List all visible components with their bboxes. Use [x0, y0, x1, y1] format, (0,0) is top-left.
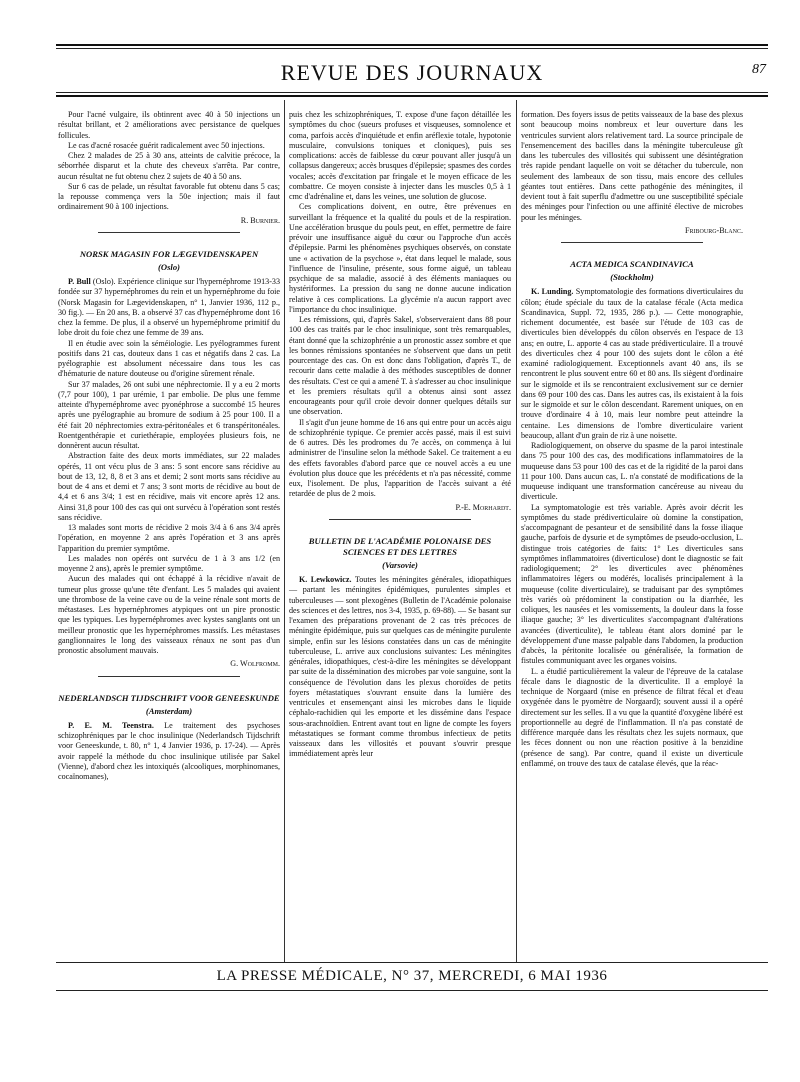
article-abstract	[58, 277, 280, 339]
top-rule-thin	[56, 48, 768, 49]
column-divider	[284, 100, 285, 962]
journal-city: (Stockholm)	[610, 272, 654, 282]
paragraph: Les rémissions, qui, d'après Sakel, s'observeraient dans 88 pour 100 des cas traités par le choc insulinique, sont très remarquables, étant donné que la schizophrénie a un pronostic assez sombre et que les bonnes rémissions spontanées ne s'observent que dans un petit pourcentage des cas. On est donc dans l'obligation, d'après T., de recourir dans cette maladie à des méthodes susceptibles de donner des résultats. C'est ce qui a amené T. à s'adresser au choc insulinique et les premiers résultats qu'il a obtenus ainsi sont assez encourageants pour qu'il croie devoir donner quelques détails sur une observation.	[289, 315, 511, 417]
paragraph: formation. Des foyers issus de petits vaisseaux de la base des plexus sont beaucoup moins nombreux et leur ouverture dans les ventricules survient alors relativement tard. La source principale de l'ensemencement des bacilles dans la méningite tuberculeuse gît dans les tubercules des villosités qui subissent une désintégration très rapide pendant laquelle on voit se détacher du tubercule, non seulement des lambeaux de son tissu, mais encore des cellules géantes tout entières. Dans cette pathogénie des méningites, il devient tout à fait superflu d'admettre ou une susceptibilité spéciale des méninges pour l'infection ou une affinité élective de microbes pour les méninges.	[521, 110, 743, 222]
column-2	[289, 110, 511, 760]
article-author: P. Bull	[68, 277, 91, 286]
article-author: K. Lunding.	[531, 287, 574, 297]
column-divider	[516, 100, 517, 962]
footer-rule	[56, 990, 768, 991]
column-1	[58, 110, 280, 782]
journal-title: ACTA MEDICA SCANDINAVICA	[570, 259, 694, 269]
paragraph: puis chez les schizophréniques, T. expose d'une façon détaillée les symptômes du choc (sueurs profuses et visqueuses, somnolence et coma, parfois accès d'inquiétude et enfin aréflexie totale, hypotonie musculaire, convulsions toniques et cloniques), puis ses complications: accès de faiblesse du cœur pouvant aller jusqu'à un collapsus dangereux; accès brusques d'épilepsie; spasmes des cordes vocales; accès d'excitation par fringale et le moyen efficace de les combattre. Ce moyen consiste à injecter dans les muscles 0,5 à 1 cmc d'adrénaline et, dans les veines, une solution de glucose.	[289, 110, 511, 201]
journal-title: BULLETIN DE L'ACADÉMIE POLONAISE DES SCIENCES ET DES LETTRES	[308, 535, 492, 557]
top-rule	[56, 44, 768, 46]
masthead-title: REVUE DES JOURNAUX	[280, 60, 544, 85]
journal-city: (Oslo)	[158, 261, 180, 272]
paragraph: Les malades non opérés ont survécu de 1 à 3 ans 1/2 (en moyenne 2 ans), après le premier symptôme.	[58, 553, 280, 573]
section-divider	[329, 519, 471, 520]
article-abstract	[521, 287, 743, 441]
paragraph: Il s'agit d'un jeune homme de 16 ans qui entre pour un accès aigu de schizophrénie typique. Ce premier accès passé, mais il est suivi de 6 autres. Dès les prodromes du 7e accès, on commença à lui administrer de l'insuline selon la méthode Sakel. Ce traitement a eu des effets favorables d'abord parce que ce nouvel accès a eu une évolution plus douce que les précédents et n'a pas nécessité, comme eux, l'isolement. De plus, l'apparition de l'accès suivant a été retardée de plus de 2 mois.	[289, 417, 511, 499]
paragraph: Abstraction faite des deux morts immédiates, sur 22 malades opérés, 11 ont vécu plus de 3 ans: 5 sont encore sans récidive au bout de 13, 12, 8, 8 et 3 ans et demi; 2 sont morts sans récidive au bout de 4 ans et demi et 7 ans; 3 sont morts de récidive au bout de 4,4 et 6 ans 3/4; 1 est en récidive, mais vit encore après 12 ans. Ainsi 31,8 pour 100 des cas qui ont survécu à l'opération sont restés sans récidive.	[58, 451, 280, 522]
paragraph: Le cas d'acné rosacée guérit radicalement avec 50 injections.	[68, 140, 265, 150]
journal-city: (Varsovie)	[382, 559, 418, 570]
article-author: K. Lewkowicz.	[299, 575, 352, 584]
footer-text: LA PRESSE MÉDICALE, N° 37, MERCREDI, 6 MAI 1936	[216, 968, 608, 984]
header-rule-thick	[56, 95, 768, 97]
article-text: Le traitement des psychoses schizophréniques par le choc insulinique (Nederlandsch Tijdschrift voor Geneeskunde, t. 80, n° 1, 4 Janvier 1936, p. 17-24). — Après avoir rappelé la méthode du choc insulinique utilisée par Sakel (Vienne), d'abord chez les intoxiqués (alcooliques, morphinomanes, cocaïnomanes),	[58, 720, 280, 781]
article-text: (Oslo). Expérience clinique sur l'hypernéphrome 1913-33 fondée sur 37 hypernéphromes du rein et un hypernéphrome du foie (Norsk Magasin for Lægevidenskapen, n° 1, Janvier 1936, 112 p., 30 fig.). — En 20 ans, B. a observé 37 cas d'hypernéphrome dont 16 chez la femme. De plus, il a observé un hypernéphrome primitif du lobe droit du foie chez une femme de 39 ans.	[58, 277, 280, 338]
signature: Fribourg-Blanc.	[685, 225, 743, 235]
paragraph: 13 malades sont morts de récidive 2 mois 3/4 à 6 ans 3/4 après l'opération, en moyenne 2 ans après l'opération et 3 ans après l'apparition du premier symptôme.	[58, 523, 280, 553]
page-number: 87	[752, 62, 766, 77]
paragraph: Ces complications doivent, en outre, être prévenues en surveillant la fréquence et la qualité du pouls et de la respiration. Une accélération brusque du pouls peut, en effet, permettre de faire prévoir une insuffisance aiguë du cœur ou l'approche d'un accès d'épilepsie. Parmi les phénomènes psychiques observés, on constate une « activation de la psychose », état dans lequel le malade, sous l'influence de l'insuline, présente, sous forme aiguë, un tableau psychique de sa maladie, associé à des éléments maniaques ou hystériformes. La pression du sang ne donne aucune indication relative à ces complications. La glycémie n'a aucun rapport avec l'importance du choc insulinique.	[289, 202, 511, 314]
signature: P.-E. Morhardt.	[455, 502, 511, 512]
signature: R. Burnier.	[240, 215, 280, 225]
signature: G. Wolfromm.	[230, 659, 280, 669]
footer-rule	[56, 962, 768, 963]
paragraph: Sur 6 cas de pelade, un résultat favorable fut obtenu dans 5 cas; la repousse commença vers la 50e injection; mais il faut ordinairement 90 à 100 injections.	[58, 181, 280, 212]
journal-city: (Amsterdam)	[145, 705, 193, 716]
paragraph: La symptomatologie est très variable. Après avoir décrit les symptômes du stade prédiverticulaire où domine la constipation, s'accompagnant de pesanteur et de sensibilité dans la fosse iliaque gauche, parfois de dysurie et de symptômes de pseudo-occlusion, L. distingue trois catégories de faits: 1° Les diverticules sans symptômes inflammatoires (diverticulose) dont le diagnostic se fait radiologiquement; 2° les diverticules avec phénomènes inflammatoires légers ou modérés, localisés principalement à la muqueuse (colite diverticulaire), se traduisant par des symptômes très variés où prédominent la constipation ou la diarrhée, les coliques, les nausées et les vomissements, la douleur dans la fosse iliaque gauche; 3° les diverticulites s'accompagnant d'altérations avancées (diverticulite), le tableau étant alors dominé par le développement d'une masse palpable dans l'abdomen, la production d'abcès, la péritonite localisée ou généralisée, la formation de fistules communiquant avec les organes voisins.	[521, 502, 743, 666]
journal-title: NORSK MAGASIN FOR LÆGEVIDENSKAPEN	[79, 248, 259, 259]
section-divider	[98, 232, 240, 233]
header-rule	[56, 92, 768, 93]
paragraph: Chez 2 malades de 25 à 30 ans, atteints de calvitie précoce, la séborrhée disparut et la chute des cheveux s'arrêta. Par contre, aucun résultat ne fut obtenu chez 2 sujets de 40 à 50 ans.	[58, 151, 280, 181]
column-3	[521, 110, 743, 769]
paragraph: Pour l'acné vulgaire, ils obtinrent avec 40 à 50 injections un résultat brillant, et 2 améliorations avec persistance de quelques follicules.	[58, 110, 280, 140]
paragraph: Radiologiquement, on observe du spasme de la paroi intestinale dans 75 pour 100 des cas, des modifications inflammatoires de la muqueuse dans 53 pour 100 des cas et de la rigidité de la paroi dans 11 pour 100. Dans aucun cas, L. n'a constaté de modifications de la muqueuse indiquant une transformation cancéreuse au niveau du diverticule.	[521, 441, 743, 502]
paragraph: Il en étudie avec soin la séméiologie. Les pyélogrammes furent positifs dans 21 cas, douteux dans 1 cas et négatifs dans 2 cas. La pyélographie est absolument nécessaire dans tous les cas d'hématurie de nature douteuse ou d'origine sûrement rénale.	[58, 338, 280, 379]
article-text: Toutes les méningites générales, idiopathiques — partant les méningites épidémiques, purulentes simples et tuberculeuses — sont plexogènes (Bulletin de l'Académie polonaise des sciences et des lettres, nos 3-4, 1935, p. 69-88). — Se basant sur l'examen des préparations provenant de 2 cas très précoces de méningite épidémique, puis sur quelques cas de méningite purulente simple, enfin sur les lésions constatées dans un cas de méningite tuberculeuse, L. arrive aux conclusions suivantes: Les méningites générales, idiopathiques, c'est-à-dire les méningites se développant par suite de la dissémination des microbes par voie sanguine, sont la conséquence de l'évolution dans les plexus choroïdes de petits foyers métastatiques s'ouvrant ensuite dans la lumière des ventricules et ensemençant ainsi les microbes dans le liquide céphalo-rachidien qui les emporte et les dissémine dans l'espace sous-arachnoïdien. Entrent avant tout en ligne de compte les foyers métastatiques se formant comme thrombus infectieux de petits vaisseaux dans les villosités et pouvant s'ouvrir presque immédiatement après leur	[289, 575, 511, 759]
paragraph: Aucun des malades qui ont échappé à la récidive n'avait de tumeur plus grosse qu'une tête d'enfant. Les 5 malades qui avaient une thrombose de la veine cave ou de la veine rénale sont morts de métastases. Les hypernéphromes atypiques ont un pire pronostic que les typiques. Les hypernéphromes avec kystes sanglants ont un meilleur pronostic que les hypernéphromes massifs. Les métastases ganglionnaires le long des vaisseaux rénaux ne sont pas d'un pronostic absolument mauvais.	[58, 574, 280, 655]
paragraph: L. a étudié particulièrement la valeur de l'épreuve de la catalase fécale dans le diagnostic de la diverticulite. Il a employé la technique de Norgaard (mise en présence de filtrat fécal et d'eau oxygénée dans le pyomètre de Norgaard); souvent aussi il a opéré directement sur les selles. Il a vu que la quantité d'oxygène libéré est proportionnelle au degré de l'inflammation. Il n'a pas constaté de différence marquée dans les résultats chez les sujets normaux, que les fèces donnent ou non une réaction positive à la benzidine (présence de sang). Par contre, quand il existe un diverticule enflammé, on trouve des taux de catalase élevés, que la réac-	[521, 666, 743, 768]
paragraph: Sur 37 malades, 26 ont subi une néphrectomie. Il y a eu 2 morts (7,7 pour 100), 1 par urémie, 1 par embolie. De plus une femme atteinte d'hypernéphrome avec pyonéphrose a succombé 15 heures après une pyélographie au bromure de sodium à 25 pour 100. Il a été fait 20 néphrectomies extra-péritonéales et 6 transpéritonéales. Roentgenthérapie et curiethérapie, employées plusieurs fois, ne donnèrent aucun résultat.	[58, 379, 280, 450]
article-abstract	[289, 575, 511, 760]
article-text: Symptomatologie des formations diverticulaires du côlon; étude spéciale du taux de la catalase fécale (Acta medica Scandinavica, Suppl. 72, 1935, 286 p.). — Cette monographie, richement documentée, est basée sur l'étude de 103 cas de diverticules bien développés du côlon observés en l'espace de 13 ans; en outre, L. apporte 4 cas au stade prédiverticulaire. Il a trouvé des diverticules chez 4 pour 100 des sujets dont le côlon a été examiné radiologiquement. Exceptionnels avant 40 ans, ils se rencontrent le plus souvent entre 60 et 80 ans. Ils siègent d'ordinaire sur le sigmoïde et ils se rencontraient exclusivement sur ce dernier dans 69 pour 100 des cas. Dans les autres cas, ils existaient à la fois sur le sigmoïde et sur le côlon descendant. Rarement uniques, on en trouve d'ordinaire 4 à 10, mais leur nombre peut atteindre la centaine. Les dimensions de l'ombre diverticulaire varient beaucoup, allant d'un grain de riz à une noisette.	[521, 287, 743, 440]
article-author: P. E. M. Teenstra.	[68, 720, 154, 730]
section-divider	[98, 676, 240, 677]
section-divider	[561, 242, 703, 243]
article-abstract	[58, 721, 280, 783]
journal-title: NEDERLANDSCH TIJDSCHRIFT VOOR GENEESKUNDE	[58, 692, 280, 703]
